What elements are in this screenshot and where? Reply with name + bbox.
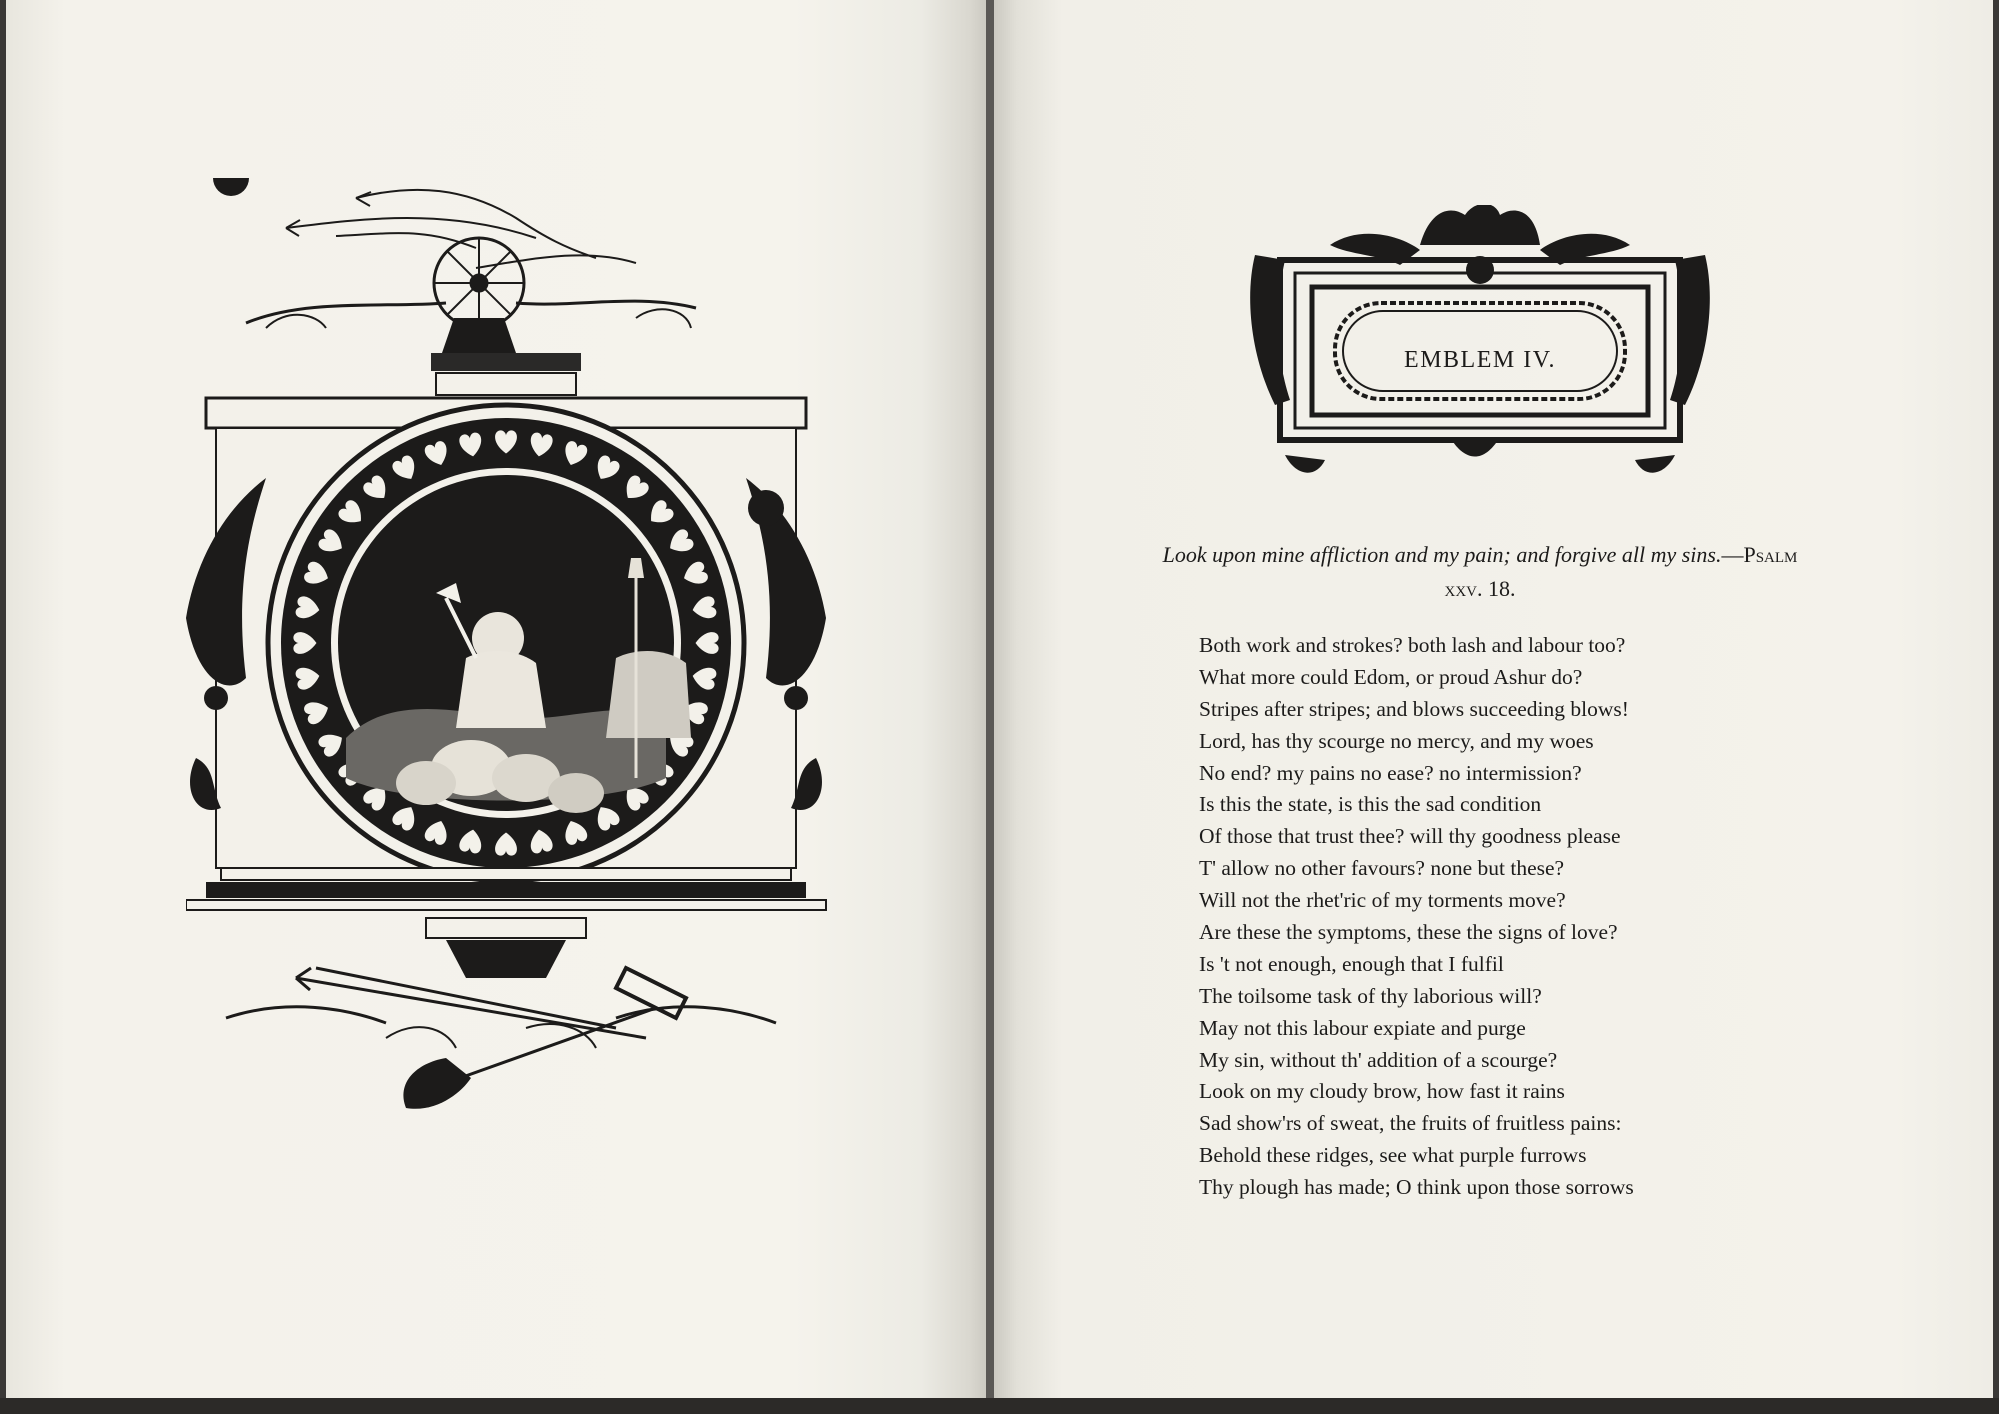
epigraph-text: Look upon mine affliction and my pain; and forgive all my sins. <box>1162 542 1722 567</box>
poem-line: Lord, has thy scourge no mercy, and my woes <box>1199 728 1594 753</box>
left-page <box>6 0 990 1400</box>
poem-line: Sad show'rs of sweat, the fruits of fruitless pains: <box>1199 1111 1622 1136</box>
page-bottom-edge <box>0 1398 1999 1414</box>
emblem-title: EMBLEM IV. <box>1404 347 1556 373</box>
emblem-engraving <box>186 178 886 1133</box>
poem-line: Stripes after stripes; and blows succeeding blows! <box>1199 696 1629 721</box>
poem-line: T' allow no other favours? none but these? <box>1199 856 1565 881</box>
epigraph-source: —Psalm xxv. 18. <box>1444 542 1798 601</box>
poem-line: Of those that trust thee? will thy goodness please <box>1199 824 1621 849</box>
poem-line: Will not the rhet'ric of my torments move? <box>1199 888 1566 913</box>
poem-line: May not this labour expiate and purge <box>1199 1015 1526 1040</box>
poem-line: Look on my cloudy brow, how fast it rains <box>1199 1079 1565 1104</box>
epigraph <box>1150 538 1810 606</box>
arrows-and-spade <box>226 968 776 1083</box>
poem-line: What more could Edom, or proud Ashur do? <box>1199 664 1583 689</box>
book-gutter <box>986 0 994 1414</box>
poem-line: Behold these ridges, see what purple furrows <box>1199 1143 1587 1168</box>
wheel-ornament <box>434 238 524 328</box>
poem-line: My sin, without th' addition of a scourge? <box>1199 1047 1558 1072</box>
poem-line: Are these the symptoms, these the signs of love? <box>1199 920 1618 945</box>
poem-line: The toilsome task of thy laborious will? <box>1199 983 1542 1008</box>
poem-line: Thy plough has made; O think upon those sorrows <box>1199 1175 1634 1200</box>
poem-line: No end? my pains no ease? no intermission? <box>1199 760 1582 785</box>
poem-line: Is this the state, is this the sad condition <box>1199 792 1542 817</box>
poem-line: Both work and strokes? both lash and labour too? <box>1199 633 1626 657</box>
poem <box>1199 630 1819 1204</box>
poem-line: Is 't not enough, enough that I fulfil <box>1199 951 1504 976</box>
